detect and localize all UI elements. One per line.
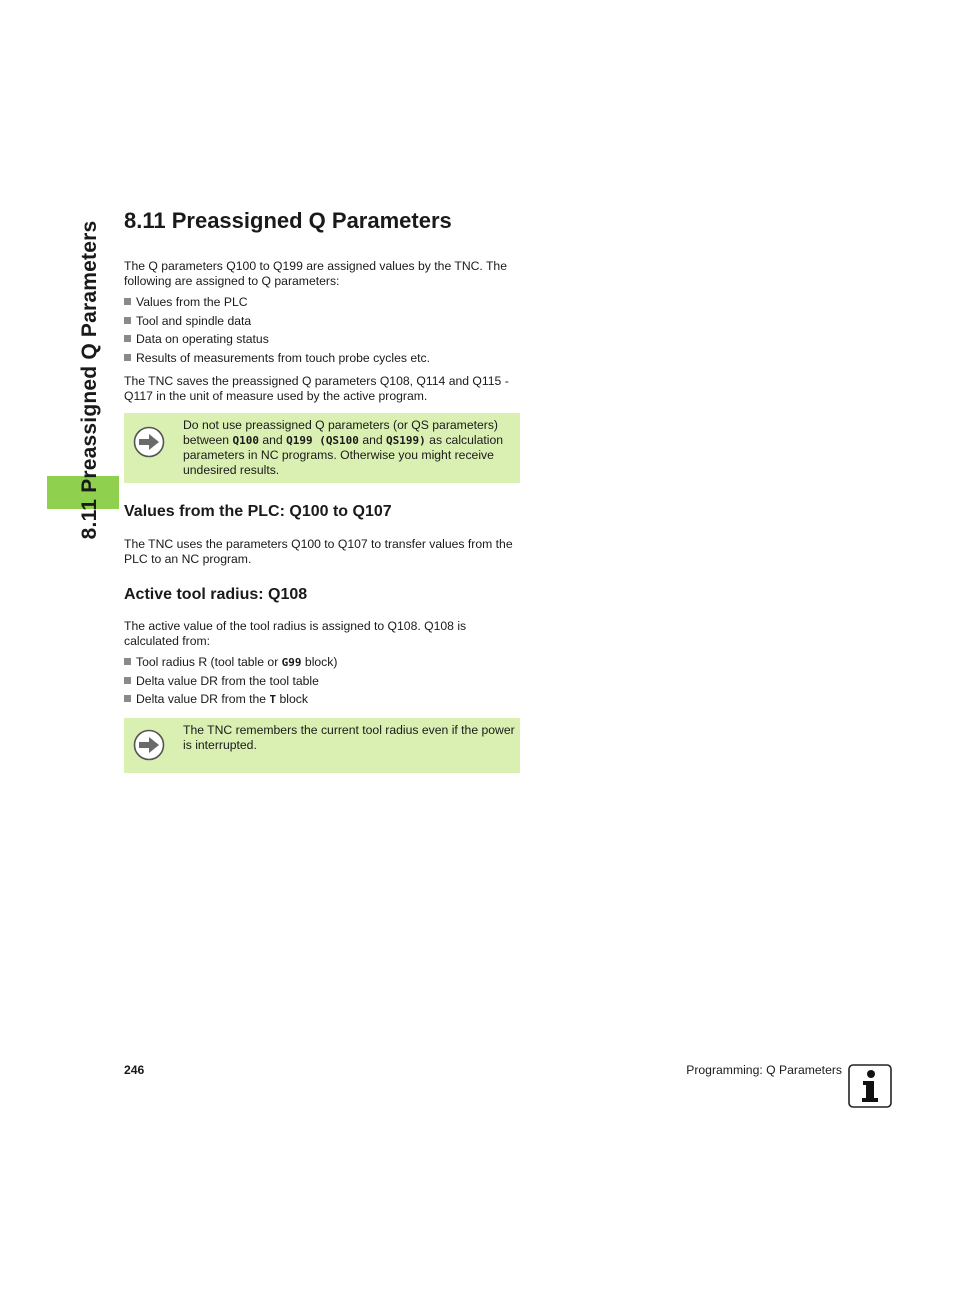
list-item: Data on operating status: [124, 332, 430, 351]
note-box: [124, 718, 520, 773]
preassigned-list: [124, 295, 430, 370]
note-text: The TNC remembers the current tool radius even if the power is interrupted.: [183, 723, 515, 752]
note-box: [124, 413, 520, 483]
bullet-icon: [124, 677, 131, 684]
arrow-right-icon: [133, 426, 165, 458]
bullet-icon: [124, 354, 131, 361]
info-icon: [848, 1064, 892, 1108]
bullet-icon: [124, 695, 131, 702]
section-heading-plc: Values from the PLC: Q100 to Q107: [124, 503, 392, 520]
list-item: Values from the PLC: [124, 295, 430, 314]
radius-list: [124, 655, 337, 711]
note-text: Do not use preassigned Q parameters (or QS parameters) between Q100 and Q199 (QS100 and QS199) as calculation parameters in NC programs. Otherwise you might receive undesired results.: [183, 418, 504, 477]
intro-paragraph: The Q parameters Q100 to Q199 are assigned values by the TNC. The following are assigned to Q parameters:: [124, 259, 507, 288]
bullet-icon: [124, 658, 131, 665]
list-item: Tool and spindle data: [124, 314, 430, 333]
arrow-right-icon: [133, 729, 165, 761]
list-item: Results of measurements from touch probe cycles etc.: [124, 351, 430, 370]
bullet-icon: [124, 317, 131, 324]
list-item: Tool radius R (tool table or G99 block): [124, 655, 337, 674]
page-title: 8.11 Preassigned Q Parameters: [124, 208, 452, 233]
list-item: Delta value DR from the tool table: [124, 674, 337, 693]
page-number: 246: [124, 1063, 145, 1077]
footer-chapter-title: Programming: Q Parameters: [686, 1063, 842, 1077]
radius-paragraph: The active value of the tool radius is assigned to Q108. Q108 is calculated from:: [124, 619, 467, 648]
bullet-icon: [124, 335, 131, 342]
chapter-side-title: 8.11 Preassigned Q Parameters: [78, 220, 101, 540]
units-paragraph: The TNC saves the preassigned Q parameters Q108, Q114 and Q115 - Q117 in the unit of measure used by the active program.: [124, 374, 509, 403]
list-item: Delta value DR from the T block: [124, 692, 337, 711]
section-heading-radius: Active tool radius: Q108: [124, 586, 308, 603]
bullet-icon: [124, 298, 131, 305]
plc-paragraph: The TNC uses the parameters Q100 to Q107 to transfer values from the PLC to an NC program.: [124, 537, 513, 566]
